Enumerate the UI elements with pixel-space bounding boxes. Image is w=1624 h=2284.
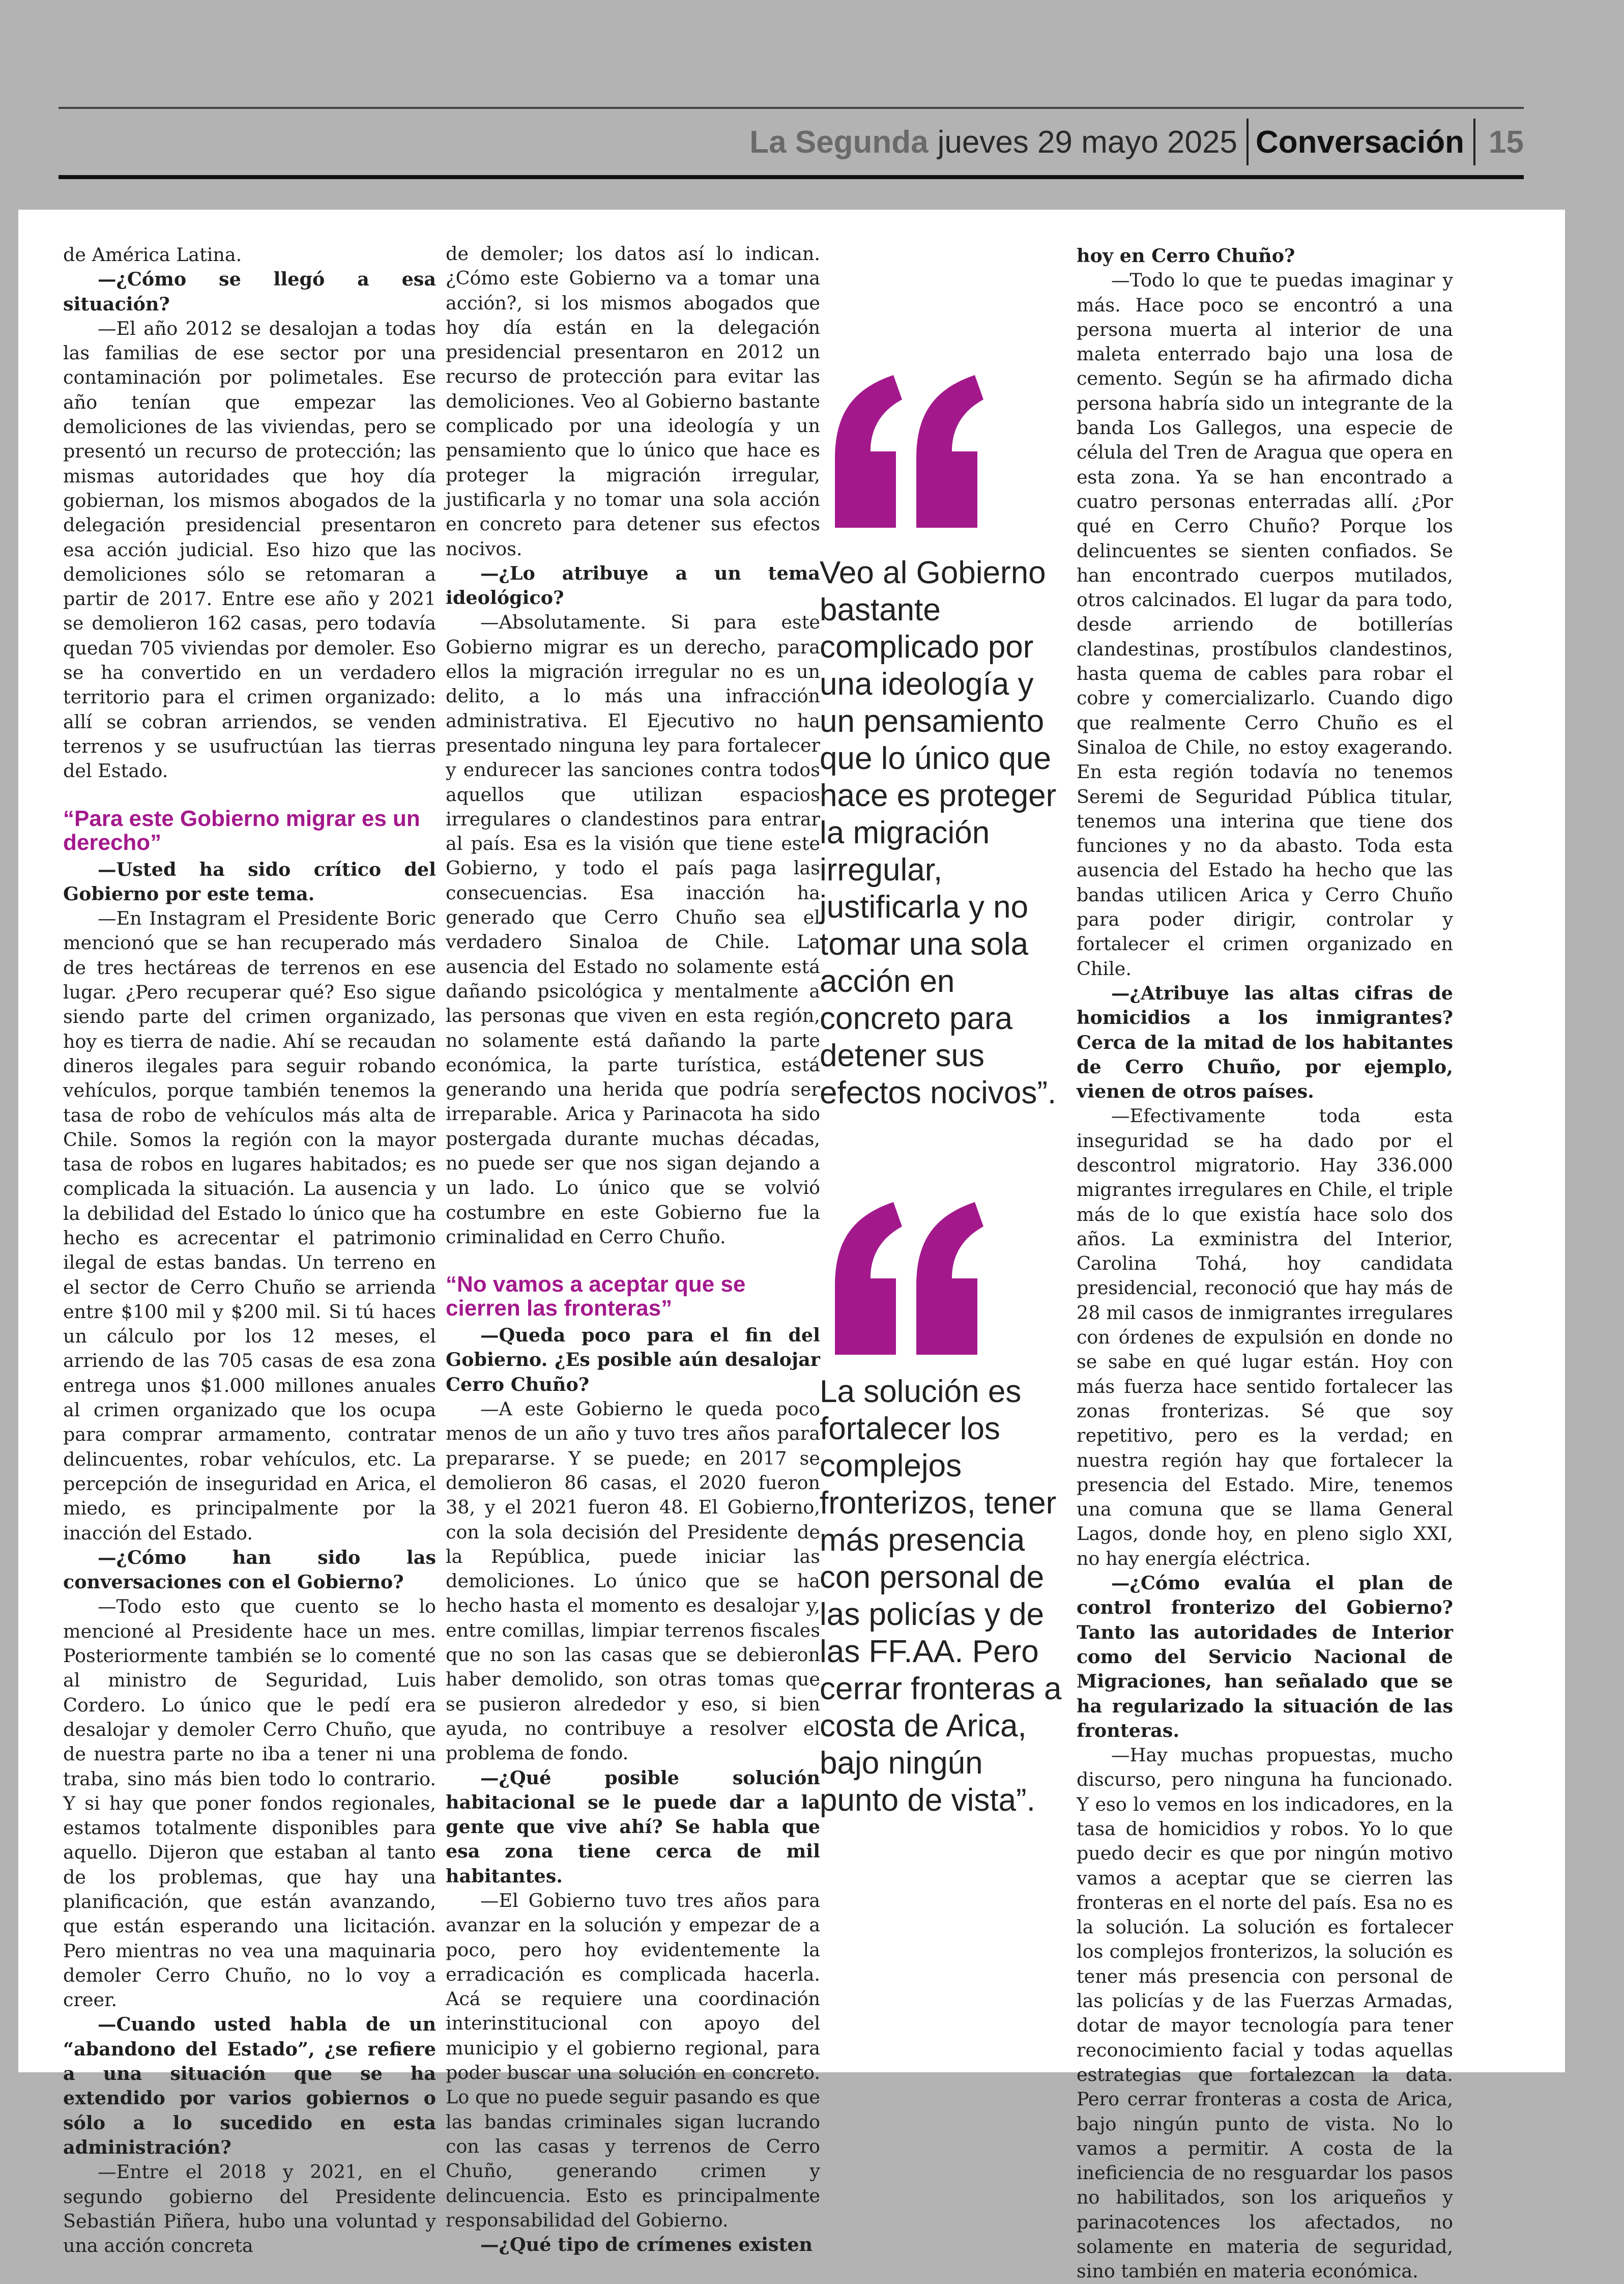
paragraph: de demoler; los datos así lo indican. ¿Cómo este Gobierno va a tomar una acción?, si los mismos abogados que hoy día están en la delegación presidencial presentaron en 2012 un recurso de protección para evitar las demoliciones. Veo al Gobierno bastante complicado por una ideología y un pensamiento que lo único que hace es proteger la migración irregular, justificarla y no tomar una sola acción en concreto para detener sus efectos nocivos. <box>446 243 820 560</box>
subheading: “No vamos a aceptar que se cierren las fronteras” <box>446 1272 746 1321</box>
paragraph: —El Gobierno tuvo tres años para avanzar en la solución y empezar de a poco, pero hoy evidentemente la erradicación es complicada hacerla. Acá se requiere una coordinación interinstitucional con apoyo del municipio y el gobierno regional, para poder buscar una solución en concreto. Lo que no puede seguir pasando es que las bandas criminales sigan lucrando con las casas y terrenos de Cerro Chuño, generando crimen y delincuencia. Esto es principalmente responsabilidad del Gobierno. <box>446 1890 820 2231</box>
article-page <box>18 210 1565 2282</box>
paragraph: —Absolutamente. Si para este Gobierno migrar es un derecho, para ellos la migración irregular no es un delito, a lo más una infracción administrativa. El Ejecutivo no ha presentado ninguna ley para fortalecer y endurecer las sanciones contra todos aquellos que utilizan espacios irregulares o clandestinos para entrar al país. Esa es la visión que tiene este Gobierno, y todo el país paga las consecuencias. Esa inacción ha generado que Cerro Chuño sea el verdadero Sinaloa de Chile. La ausencia del Estado no solamente está dañando psicológica y mentalmente a las personas que viven en esta región, no solamente está dañando la parte económica, la parte turística, está generando una herida que podría ser irreparable. Arica y Parinacota ha sido postergada durante muchas décadas, no puede ser que nos sigan dejando a un lado. Lo único que se volvió costumbre en este Gobierno fue la criminalidad en Cerro Chuño. <box>446 611 820 1248</box>
interview-question: —¿Cómo se llegó a esa situación? <box>63 268 436 315</box>
pullquote-2 <box>820 1202 1074 1818</box>
interview-question: —Queda poco para el fin del Gobierno. ¿Es posible aún desalojar Cerro Chuño? <box>446 1324 820 1395</box>
interview-question: hoy en Cerro Chuño? <box>1077 245 1295 267</box>
page-number: 15 <box>1489 124 1524 160</box>
quote-mark-icon <box>820 375 988 528</box>
paragraph: —Todo lo que te puedas imaginar y más. Hace poco se encontró a una persona muerta al interior de una maleta enterrado bajo una losa de cemento. Según se ha afirmado dicha persona habría sido un integrante de la banda Los Gallegos, una especie de célula del Tren de Aragua que opera en esta zona. Ya se han encontrado a cuatro personas enterradas allí. ¿Por qué en Cerro Chuño? Porque los delincuentes se sienten confiados. Se han encontrado cuerpos mutilados, otros calcinados. El lugar da para todo, desde arriendo de botillerías clandestinas, prostíbulos clandestinos, hasta quema de cables para robar el cobre y comercializarlo. Cuando digo que realmente Cerro Chuño es el Sinaloa de Chile, no estoy exagerando. En esta región todavía no tenemos Seremi de Seguridad Pública titular, tenemos una interina que tiene dos funciones y no da abasto. Toda esta ausencia del Estado ha hecho que las bandas utilicen Arica y Cerro Chuño para poder dirigir, controlar y fortalecer el crimen organizado en Chile. <box>1077 269 1453 980</box>
article-column-1 <box>63 243 436 2258</box>
pullquote-text: La solución es fortalecer los complejos fronterizos, tener más presencia con personal de las policías y de las FF.AA. Pero cerrar fronteras a costa de Arica, bajo ningún punto de vista”. <box>820 1374 1062 1818</box>
subheading: “Para este Gobierno migrar es un derecho” <box>63 806 420 855</box>
masthead-bar <box>749 115 1524 169</box>
paragraph: —Hay muchas propuestas, mucho discurso, pero ninguna ha funcionado. Y eso lo vemos en los indicadores, en la tasa de homicidios y robos. Yo lo que puedo decir es que por ningún motivo vamos a aceptar que se cierren las fronteras en el norte del país. Esa no es la solución. La solución es fortalecer los complejos fronterizos, la solución es tener más presencia con personal de las policías y de las Fuerzas Armadas, dotar de mayor tecnología para tener reconocimiento facial y todas aquellas estrategias que fortalezcan la data. Pero cerrar fronteras a costa de Arica, bajo ningún punto de vista. No lo vamos a permitir. A costa de la ineficiencia de no resguardar los pasos no habilitados, son los ariqueños y parinacotences los afectados, no solamente en materia de seguridad, sino también en materia económica. <box>1077 1744 1453 2282</box>
paragraph: —Entre el 2018 y 2021, en el segundo gobierno del Presidente Sebastián Piñera, hubo una voluntad y una acción concreta <box>63 2161 436 2257</box>
interview-question: —¿Qué tipo de crímenes existen <box>480 2234 813 2256</box>
section-name: Conversación <box>1256 124 1465 160</box>
paragraph: —A este Gobierno le queda poco menos de un año y tuvo tres años para prepararse. Y se puede; en 2017 se demolieron 86 casas, el 2020 fueron 38, y el 2021 fueron 48. El Gobierno, con la sola decisión del Presidente de la República, puede iniciar las demoliciones. Lo único que se ha hecho hasta el momento es desalojar y, entre comillas, limpiar terrenos fiscales que no son las casas que se debieron haber demolido, son otras tomas que se pusieron alrededor y eso, si bien ayuda, no contribuye a resolver el problema de fondo. <box>446 1398 820 1764</box>
paragraph: —Efectivamente toda esta inseguridad se ha dado por el descontrol migratorio. Hay 336.000 migrantes irregulares en Chile, el triple más de lo que existía hace solo dos años. La exministra del Interior, Carolina Tohá, hoy candidata presidencial, reconoció que hay más de 28 mil casos de inmigrantes irregulares con órdenes de expulsión en donde no se sabe en qué lugar están. Hoy con más fuerza hace sentido fortalecer las zonas fronterizas. Sé que soy repetitivo, pero es la verdad; en nuestra región hay que fortalecer la presencia del Estado. Mire, tenemos una comuna que se llama General Lagos, donde hoy, en pleno siglo XXI, no hay energía eléctrica. <box>1077 1105 1453 1569</box>
paragraph: de América Latina. <box>63 244 242 266</box>
issue-date: jueves 29 mayo 2025 <box>937 124 1237 160</box>
masthead-divider <box>1246 119 1249 165</box>
paragraph: —Todo esto que cuento se lo mencioné al Presidente hace un mes. Posteriormente también se lo comenté al ministro de Seguridad, Luis Cordero. Lo único que le pedí era desalojar y demoler Cerro Chuño, que de nuestra parte no iba a tener ni una traba, sino más bien todo lo contrario. Y si hay que poner fondos regionales, estamos totalmente disponibles para aquello. Dijeron que estaban al tanto de los problemas, que hay una planificación, que están avanzando, que están esperando una licitación. Pero mientras no vea una maquinaria demoler Cerro Chuño, no lo voy a creer. <box>63 1595 436 2011</box>
article-column-2 <box>446 242 820 2257</box>
pullquote-1 <box>820 375 1074 1110</box>
masthead <box>59 107 1524 179</box>
publication-name: La Segunda <box>749 124 929 160</box>
quote-mark-icon <box>820 1202 988 1355</box>
article-column-3 <box>1077 244 1453 2284</box>
pullquote-text: Veo al Gobierno bastante complicado por una ideología y un pensamiento que lo único que hace es proteger la migración irregular, justificarla y no tomar una sola acción en concreto para detener sus efectos nocivos”. <box>820 555 1057 1110</box>
paragraph: —En Instagram el Presidente Boric mencionó que se han recuperado más de tres hectáreas de terrenos en ese lugar. ¿Pero recuperar qué? Eso sigue siendo parte del crimen organizado, hoy es tierra de nadie. Ahí se recaudan dineros ilegales para seguir robando vehículos, porque también tenemos la tasa de robo de vehículos más alta de Chile. Somos la región con la mayor tasa de robos en lugares habitados; es complicada la situación. La ausencia y la debilidad del Estado lo único que ha hecho es acrecentar el patrimonio ilegal de estas bandas. Un terreno en el sector de Cerro Chuño se arrienda entre $100 mil y $200 mil. Si tú haces un cálculo por los 12 meses, el arriendo de las 705 casas de esa zona entrega unos $1.000 millones anuales al crimen organizado que los ocupa para comprar armamento, contratar delincuentes, robar vehículos, etc. La percepción de inseguridad en Arica, el miedo, es principalmente por la inacción del Estado. <box>63 907 436 1544</box>
interview-question: —Usted ha sido crítico del Gobierno por este tema. <box>63 858 436 905</box>
interview-question: —¿Cómo evalúa el plan de control fronterizo del Gobierno? Tanto las autoridades de Interior como del Servicio Nacional de Migraciones, han señalado que se ha regularizado la situación de las fronteras. <box>1077 1572 1453 1741</box>
paragraph: —El año 2012 se desalojan a todas las familias de ese sector por una contaminación por polimetales. Ese año tenían que empezar las demoliciones de las viviendas, pero se presentó un recurso de protección; las mismas autoridades que hoy día gobiernan, los mismos abogados de la delegación presidencial presentaron esa acción judicial. Eso hizo que las demoliciones sólo se retomaran a partir de 2017. Entre ese año y 2021 se demolieron 162 casas, pero todavía quedan 705 viviendas por demoler. Eso se ha convertido en un verdadero territorio para el crimen organizado: allí se cobran arriendos, se venden terrenos y se usufructúan las tierras del Estado. <box>63 317 436 782</box>
interview-question: —¿Atribuye las altas cifras de homicidios a los inmigrantes? Cerca de la mitad de los habitantes de Cerro Chuño, por ejemplo, vienen de otros países. <box>1077 982 1453 1103</box>
interview-question: —¿Cómo han sido las conversaciones con el Gobierno? <box>63 1546 436 1593</box>
interview-question: —¿Lo atribuye a un tema ideológico? <box>446 562 820 609</box>
masthead-divider <box>1473 119 1475 165</box>
interview-question: —¿Qué posible solución habitacional se le puede dar a la gente que vive ahí? Se habla que esa zona tiene cerca de mil habitantes. <box>446 1766 820 1887</box>
interview-question: —Cuando usted habla de un “abandono del Estado”, ¿se refiere a una situación que se ha extendido por varios gobiernos o sólo a lo sucedido en esta administración? <box>63 2013 436 2158</box>
